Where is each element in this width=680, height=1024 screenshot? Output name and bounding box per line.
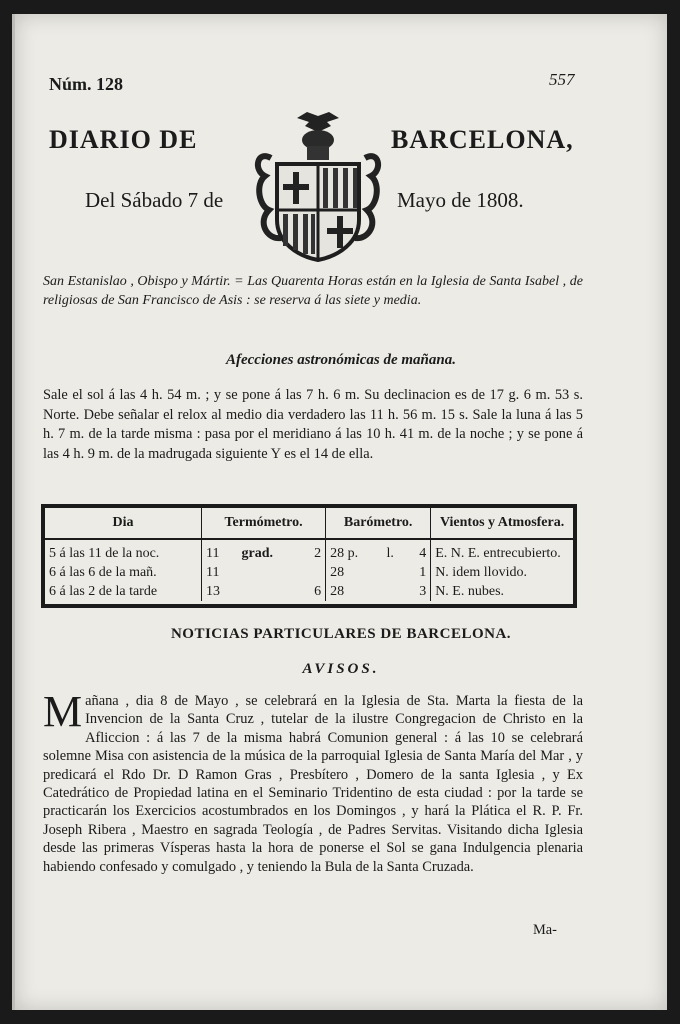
cell-dia: 5 á las 11 de la noc. (45, 539, 202, 563)
cell-bar-unit (383, 582, 407, 601)
drop-cap: M (43, 687, 83, 736)
section-heading-noticias: NOTICIAS PARTICULARES DE BARCELONA. (170, 626, 512, 642)
masthead-right: BARCELONA, (391, 125, 574, 154)
cell-bar-lines: 1 (407, 563, 431, 582)
cell-term-unit (238, 563, 301, 582)
cell-term-frac: 2 (301, 539, 326, 563)
table-row (45, 582, 573, 601)
cell-bar: 28 p. (330, 545, 359, 561)
avisos-body: añana , dia 8 de Mayo , se celebrará en la Iglesia de Sta. Marta la fiesta de la Invencion de la Santa Cruz , tutelar de la ilustre Congregacion de Christo en la Afliccion : á las 7 de la misma habrá Comunion general : á las 10 se celebrará solemne Misa con asistencia de la música de la parroquial Iglesia de Santa María del Mar , y predicará el Rdo Dr. D Ramon Gras , Presbítero , Domero de la santa Iglesia , y Ex Catedrático de Propiedad latina en el Seminario Tridentino de esta ciudad : por la tarde se practicarán los Exercicios acostumbrados en los Domingos , y hará la Plática el R. P. Fr. Joseph Ribera , Maestro en sagrada Teología , de Padres Servitas. Visitando dicha Iglesia desde las primeras Vísperas hasta la hora de ponerse el Sol se gana Indulgencia plenaria habiendo confesado y comulgado , y teniendo la Bula de la Santa Cruzada. (43, 693, 583, 875)
catchword: Ma- (533, 922, 557, 938)
cell-term: 11 (206, 564, 220, 580)
weather-table (41, 504, 577, 608)
cell-dia: 6 á las 2 de la tarde (45, 582, 202, 601)
weather-table-header (45, 508, 573, 539)
cell-bar-lines: 3 (407, 582, 431, 601)
col-header-termometro: Termómetro. (202, 508, 326, 539)
saint-notice: San Estanislao , Obispo y Mártir. = Las Quarenta Horas están en la Iglesia de Santa Isabel , de religiosas de San Francisco de Asis : se reserva á las siete y media. (43, 274, 583, 308)
newspaper-page (12, 14, 667, 1010)
cell-bar: 28 (330, 564, 345, 580)
cell-dia: 6 á las 6 de la mañ. (45, 563, 202, 582)
cell-term-unit (238, 582, 301, 601)
table-row (45, 539, 573, 563)
cell-term-frac: 6 (301, 582, 326, 601)
cell-viento: N. idem llovido. (435, 564, 527, 580)
cell-viento: E. N. E. entrecubierto. (435, 545, 561, 561)
date-left: Del Sábado 7 de (85, 188, 224, 212)
cell-term: 13 (206, 583, 220, 599)
cell-term: 11 (206, 545, 220, 561)
cell-term-frac (301, 563, 326, 582)
cell-bar-unit: l. (386, 545, 394, 561)
col-header-vientos: Vientos y Atmosfera. (431, 508, 573, 539)
avisos-paragraph (43, 687, 583, 876)
cell-bar-lines: 4 (407, 539, 431, 563)
astronomy-heading: Afecciones astronómicas de mañana. (225, 352, 456, 368)
cell-term-unit: grad. (241, 545, 274, 561)
date-right: Mayo de 1808. (397, 188, 524, 212)
col-header-dia: Dia (45, 508, 202, 539)
cell-bar: 28 (330, 583, 345, 599)
cell-viento: N. E. nubes. (435, 583, 505, 599)
masthead-left: DIARIO DE (49, 125, 198, 154)
cell-bar-unit (383, 563, 407, 582)
page-number: 557 (549, 70, 575, 89)
coat-of-arms-icon (247, 110, 389, 266)
table-row (45, 563, 573, 582)
issue-number: Núm. 128 (49, 74, 124, 94)
section-heading-avisos: AVISOS. (302, 661, 380, 677)
col-header-barometro: Barómetro. (326, 508, 431, 539)
astronomy-paragraph: Sale el sol á las 4 h. 54 m. ; y se pone á las 7 h. 6 m. Su declinacion es de 17 g. 6 m. 53 s. Norte. Debe señalar el relox al medio dia verdadero las 11 h. 56 m. 15 s. Sale la luna á las 5 h. 7 m. de la tarde misma : pasa por el meridiano á las 10 h. 41 m. de la noche ; y se pone á las 4 h. 9 m. de la madrugada siguiente Y es el 14 de ella. (43, 387, 583, 462)
